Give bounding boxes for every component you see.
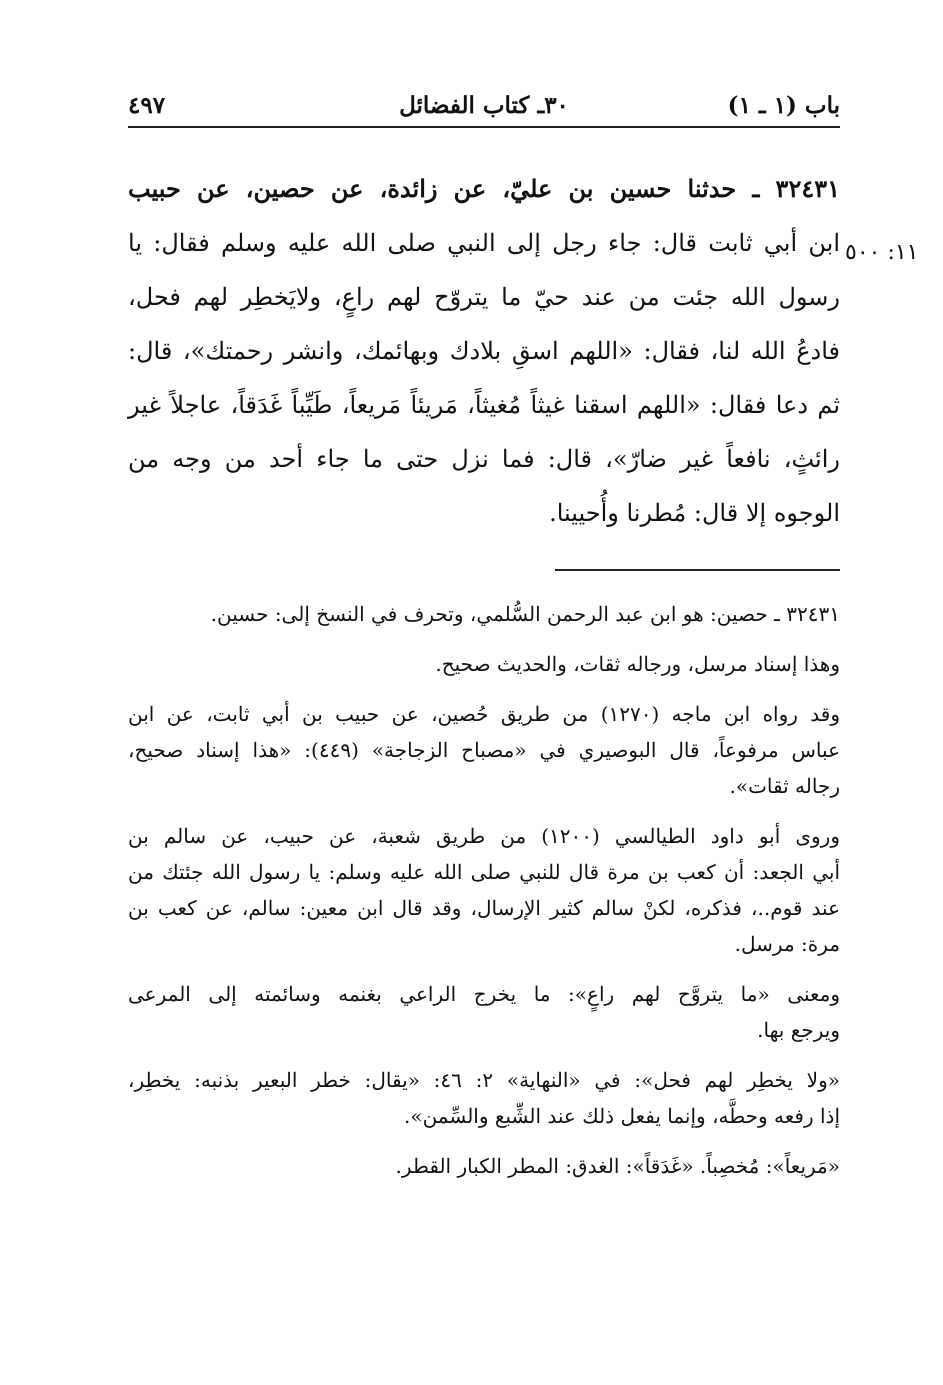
main-line: الوجوه إلا قال: مُطرنا وأُحيينا. [549, 499, 840, 527]
footnote-line: «مَريعاً»: مُخصِباً. «غَدَقاً»: الغدق: المطر الكبار القطر. [395, 1154, 840, 1178]
footnote-paragraph [128, 976, 840, 1048]
hadith-text [128, 162, 840, 540]
chapter-label: باب (١ ـ ١) [727, 91, 840, 119]
main-line: رائثٍ، نافعاً غير ضارّ»، قال: فما نزل حتى ما جاء أحد من وجه من [128, 445, 840, 473]
footnote-line: «ولا يخطِر لهم فحل»: في «النهاية» ٢: ٤٦: «يقال: خطر البعير بذنبه: يخطِر، [128, 1068, 840, 1092]
footnote-line: أبي الجعد: أن كعب بن مرة قال للنبي صلى الله عليه وسلم: يا رسول الله جئتك من [128, 860, 840, 884]
main-line: ابن أبي ثابت قال: جاء رجل إلى النبي صلى الله عليه وسلم فقال: يا [128, 229, 840, 257]
footnote-line: وهذا إسناد مرسل، ورجاله ثقات، والحديث صحيح. [435, 652, 840, 676]
footnote-line: ويرجع بها. [757, 1018, 840, 1042]
footnote-divider [555, 569, 840, 571]
main-line: ٣٢٤٣١ ـ حدثنا حسين بن عليّ، عن زائدة، عن حصين، عن حبيب [128, 174, 840, 203]
footnote-paragraph [128, 818, 840, 962]
footnote-line: ٣٢٤٣١ ـ حصين: هو ابن عبد الرحمن السُّلمي، وتحرف في النسخ إلى: حسين. [210, 602, 840, 626]
main-line: رسول الله جئت من عند حيّ ما يتروّح لهم راعٍ، ولايَخطِر لهم فحل، [128, 283, 840, 311]
main-line: فادعُ الله لنا، فقال: «اللهم اسقِ بلادك وبهائمك، وانشر رحمتك»، قال: [128, 337, 840, 365]
margin-reference: ١١: ٥٠٠ [845, 240, 919, 265]
footnote-line: عند قوم..، فذكره، لكنْ سالم كثير الإرسال، وقد قال ابن معين: سالم، عن كعب بن [128, 896, 840, 920]
footnote-line: عباس مرفوعاً، قال البوصيري في «مصباح الزجاجة» (٤٤٩): «هذا إسناد صحيح، [128, 738, 840, 762]
footnote-line: مرة: مرسل. [734, 932, 840, 956]
footnote-line: وروى أبو داود الطيالسي (١٢٠٠) من طريق شعبة، عن حبيب، عن سالم بن [128, 824, 840, 848]
footnote-paragraph [128, 696, 840, 804]
running-header [128, 84, 840, 128]
page-number: ٤٩٧ [128, 91, 166, 119]
footnote-paragraph [128, 1062, 840, 1134]
footnote-line: وقد رواه ابن ماجه (١٢٧٠) من طريق حُصين، عن حبيب بن أبي ثابت، عن ابن [128, 702, 840, 726]
book-title: ٣٠ـ كتاب الفضائل [399, 91, 569, 119]
footnote-line: ومعنى «ما يتروَّح لهم راعٍ»: ما يخرج الراعي بغنمه وسائمته إلى المرعى [128, 982, 841, 1006]
footnotes [128, 596, 840, 1198]
footnote-line: رجاله ثقات». [729, 774, 840, 798]
main-line: ثم دعا فقال: «اللهم اسقنا غيثاً مُغيثاً، مَريئاً مَريعاً، طَيِّباً غَدَقاً، عاجلاً غير [128, 391, 840, 419]
footnote-paragraph [128, 1148, 840, 1184]
footnote-line: إذا رفعه وحطَّه، وإنما يفعل ذلك عند الشِّبع والسِّمن». [403, 1104, 840, 1128]
footnote-paragraph [128, 596, 840, 632]
footnote-paragraph [128, 646, 840, 682]
